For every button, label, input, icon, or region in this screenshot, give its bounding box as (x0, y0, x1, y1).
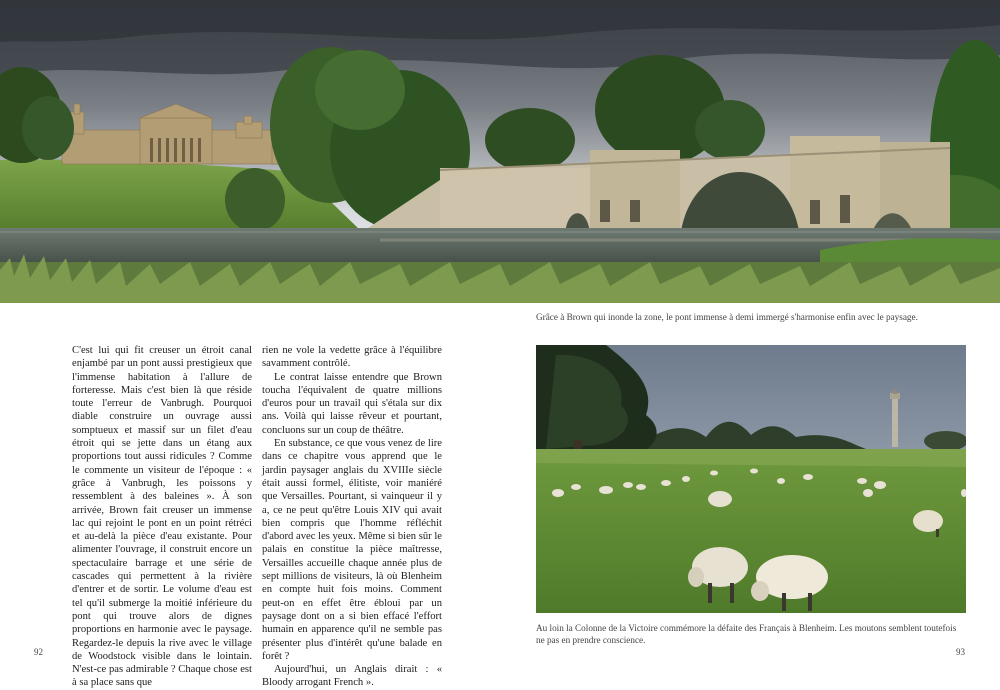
body-paragraph: C'est lui qui fit creuser un étroit canal enjambé par un pont aussi prestigieux que l'immense habitation à l'allure de forteresse. Mais c'est bien là que réside toute l'erreur de Vanbrugh. Pourquoi diable construire un ouvrage aussi somptueux et massif sur un filet d'eau étroit qui se jette dans un étang aux proportions tout aussi ridicules ? Comme le commente un visiteur de l'époque : « grâce à Vanbrugh, les poissons y ressemblent à des baleines ». À son arrivée, Brown fait creuser un immense lac qui rejoint le pont en un point rétréci et au-delà la pièce d'eau existante. Pour alimenter l'ouvrage, il construit encore un spectaculaire barrage et une série de cascades qui permettent à la rivière d'entrer et de sortir. Le volume d'eau est tel qu'il submerge la moitié inférieure du pont qui trouve alors de dignes proportions en harmonie avec le paysage. Regardez-le depuis la rive avec le village de Woodstock visible dans le lointain. N'est-ce pas admirable ? Chaque chose est à sa place sans que (72, 345, 252, 689)
body-paragraph: rien ne vole la vedette grâce à l'équilibre savamment contrôlé. (262, 345, 442, 370)
body-paragraph: Le contrat laisse entendre que Brown toucha l'équivalent de quatre millions d'euros pour un travail qui s'étala sur dix ans. Voilà qui laisse rêveur et pourtant, concluons sur un coup de théâtre. (262, 371, 442, 436)
text-column-left (72, 344, 252, 690)
text-column-right (262, 344, 442, 690)
bottom-photo-caption: Au loin la Colonne de la Victoire commémore la défaite des Français à Blenheim. Les moutons semblent toutefois ne pas en prendre conscience. (536, 623, 957, 645)
top-photo-caption: Grâce à Brown qui inonde la zone, le pont immense à demi immergé s'harmonise enfin avec le paysage. (536, 312, 918, 322)
body-paragraph: Aujourd'hui, un Anglais dirait : « Bloody arrogant French ». (262, 664, 442, 689)
palace-bridge-photo (0, 0, 1000, 303)
sheep-column-photo (536, 345, 966, 613)
body-paragraph: En substance, ce que vous venez de lire dans ce chapitre vous apprend que le jardin paysager anglais du XVIIIe siècle était aussi formel, élitiste, voir maniéré que Versailles. Pourtant, si vainqueur il y a, ce ne peut qu'être Louis XIV qui avait bien compris que l'homme réfléchit d'abord avec les yeux. Même si bien sûr le palais en constitue la pièce maîtresse, Versailles accueille chaque année plus de sept millions de visiteurs, là où Blenheim en compte huit fois moins. Comment peut-on en effet être ébloui par un paysage dont on a si bien effacé l'effort humain en apparence qu'il ne semble pas présenter plus d'intérêt qu'une balade en forêt ? (262, 438, 442, 662)
page-number-left: 92 (34, 647, 43, 657)
page-number-right: 93 (956, 647, 965, 657)
